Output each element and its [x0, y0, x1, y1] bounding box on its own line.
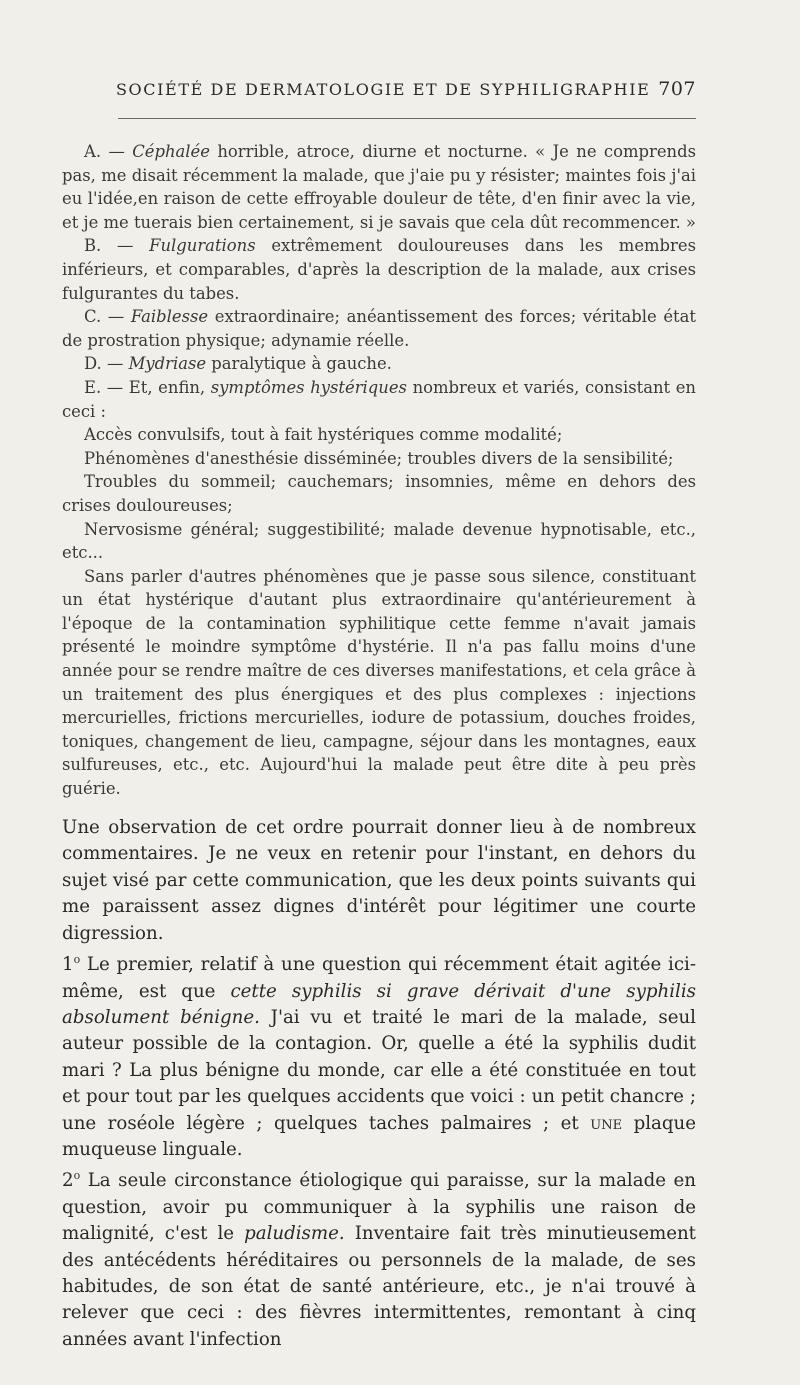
p3-italic: paludisme. [244, 1223, 345, 1245]
p2-text-end: plaque muqueuse linguale. [62, 1112, 696, 1160]
running-header [116, 78, 696, 100]
item-d [62, 352, 696, 376]
item-b [62, 234, 696, 305]
p3-text-before: La seule circonstance étiologique qui paraisse, sur la malade en question, avoir pu communiquer à la syphilis une raison de malignité, c'est le [62, 1170, 696, 1245]
item-a [62, 140, 696, 234]
p2-text-before: Le premier, relatif à une question qui récemment était agitée ici-même, est que [62, 954, 696, 1002]
item-d-text: paralytique à gauche. [206, 354, 392, 374]
commentary-paragraph-3 [62, 1163, 696, 1353]
closing-paragraph: Sans parler d'autres phénomènes que je passe sous silence, constituant un état hystérique d'autant plus extraordinaire qu'antérieurement à l'époque de la contamination syphilitique cette femme n'avait jamais présenté le moindre symptôme d'hystérie. Il n'a pas fallu moins d'une année pour se rendre maître de ces diverses manifestations, et cela grâce à un traitement des plus énergiques et des plus complexes : injections mercurielles, frictions mercurielles, iodure de potassium, douches froides, toniques, changement de lieu, campagne, séjour dans les montagnes, eaux sulfureuses, etc., etc. Aujourd'hui la malade peut être dite à peu près guérie. [62, 566, 696, 799]
item-e-term: symptômes hystériques [210, 377, 407, 397]
commentary-paragraph-2 [62, 947, 696, 1163]
commentary-block [62, 815, 696, 1353]
item-a-lead: A. — [84, 142, 133, 161]
ordinal-mark: o [73, 953, 81, 967]
item-e-text: nombreux et variés, consistant en ceci : [62, 377, 696, 421]
symptom-item: Accès convulsifs, tout à fait hystériques comme modalité; [84, 425, 563, 445]
item-d-term: Mydriase [128, 354, 207, 374]
item-e [62, 376, 696, 423]
observation-block [62, 140, 696, 801]
item-b-text: extrêmement douloureuses dans les membres inférieurs, et comparables, d'après la description de la malade, aux crises fulgurantes du tabes. [62, 236, 696, 303]
p2-smallcaps: une [590, 1112, 623, 1134]
point-number: 2 [62, 1170, 74, 1192]
item-c-term: Faiblesse [130, 307, 209, 327]
p3-text-after: Inventaire fait très minutieusement des antécédents héréditaires ou personnels de la malade, de ses habitudes, de son état de santé antérieure, etc., je n'ai trouvé à relever que ceci : des fièvres intermittentes, remontant à cinq années avant l'infection [62, 1223, 696, 1350]
p2-text-after: J'ai vu et traité le mari de la malade, seul auteur possible de la contagion. Or, quelle a été la syphilis dudit mari ? La plus bénigne du monde, car elle a été constituée en tout et pour tout par les quelques accidents que voici : un petit chancre ; une roséole légère ; quelques taches palmaires ; et [62, 1006, 696, 1134]
point-number: 1 [62, 954, 74, 976]
item-e-lead: E. — Et, enfin, [84, 377, 211, 397]
item-c [62, 305, 696, 352]
symptom-item: Troubles du sommeil; cauchemars; insomnies, même en dehors des crises douloureuses; [62, 472, 696, 515]
item-c-lead: C. — [84, 307, 131, 327]
ordinal-mark: o [73, 1169, 81, 1183]
item-d-lead: D. — [84, 354, 129, 374]
item-a-term: Céphalée [132, 142, 210, 161]
running-title: SOCIÉTÉ DE DERMATOLOGIE ET DE SYPHILIGRAPHIE [116, 80, 651, 99]
item-b-lead: B. — [84, 236, 150, 256]
item-b-term: Fulgurations [149, 236, 256, 256]
header-rule [118, 118, 696, 119]
item-c-text: extraordinaire; anéantissement des forces; véritable état de prostration physique; adynamie réelle. [62, 307, 696, 350]
commentary-paragraph-1: Une observation de cet ordre pourrait donner lieu à de nombreux commentaires. Je ne veux en retenir pour l'instant, en dehors du sujet visé par cette communication, que les deux points suivants qui me paraissent assez dignes d'intérêt pour légitimer une courte digression. [62, 817, 696, 944]
symptom-item: Nervosisme général; suggestibilité; malade devenue hypnotisable, etc., etc... [62, 519, 696, 563]
item-a-text: horrible, atroce, diurne et nocturne. « Je ne comprends pas, me disait récemment la malade, que j'aie pu y résister; maintes fois j'ai eu l'idée,en raison de cette effroyable douleur de tête, d'en finir avec la vie, et je me tuerais bien certainement, si je savais que cela dût recommencer. » [62, 142, 697, 232]
p2-italic: cette syphilis si grave dérivait d'une syphilis absolument bénigne. [62, 980, 696, 1028]
page-number: 707 [658, 78, 696, 100]
symptom-item: Phénomènes d'anesthésie disséminée; troubles divers de la sensibilité; [84, 448, 674, 468]
